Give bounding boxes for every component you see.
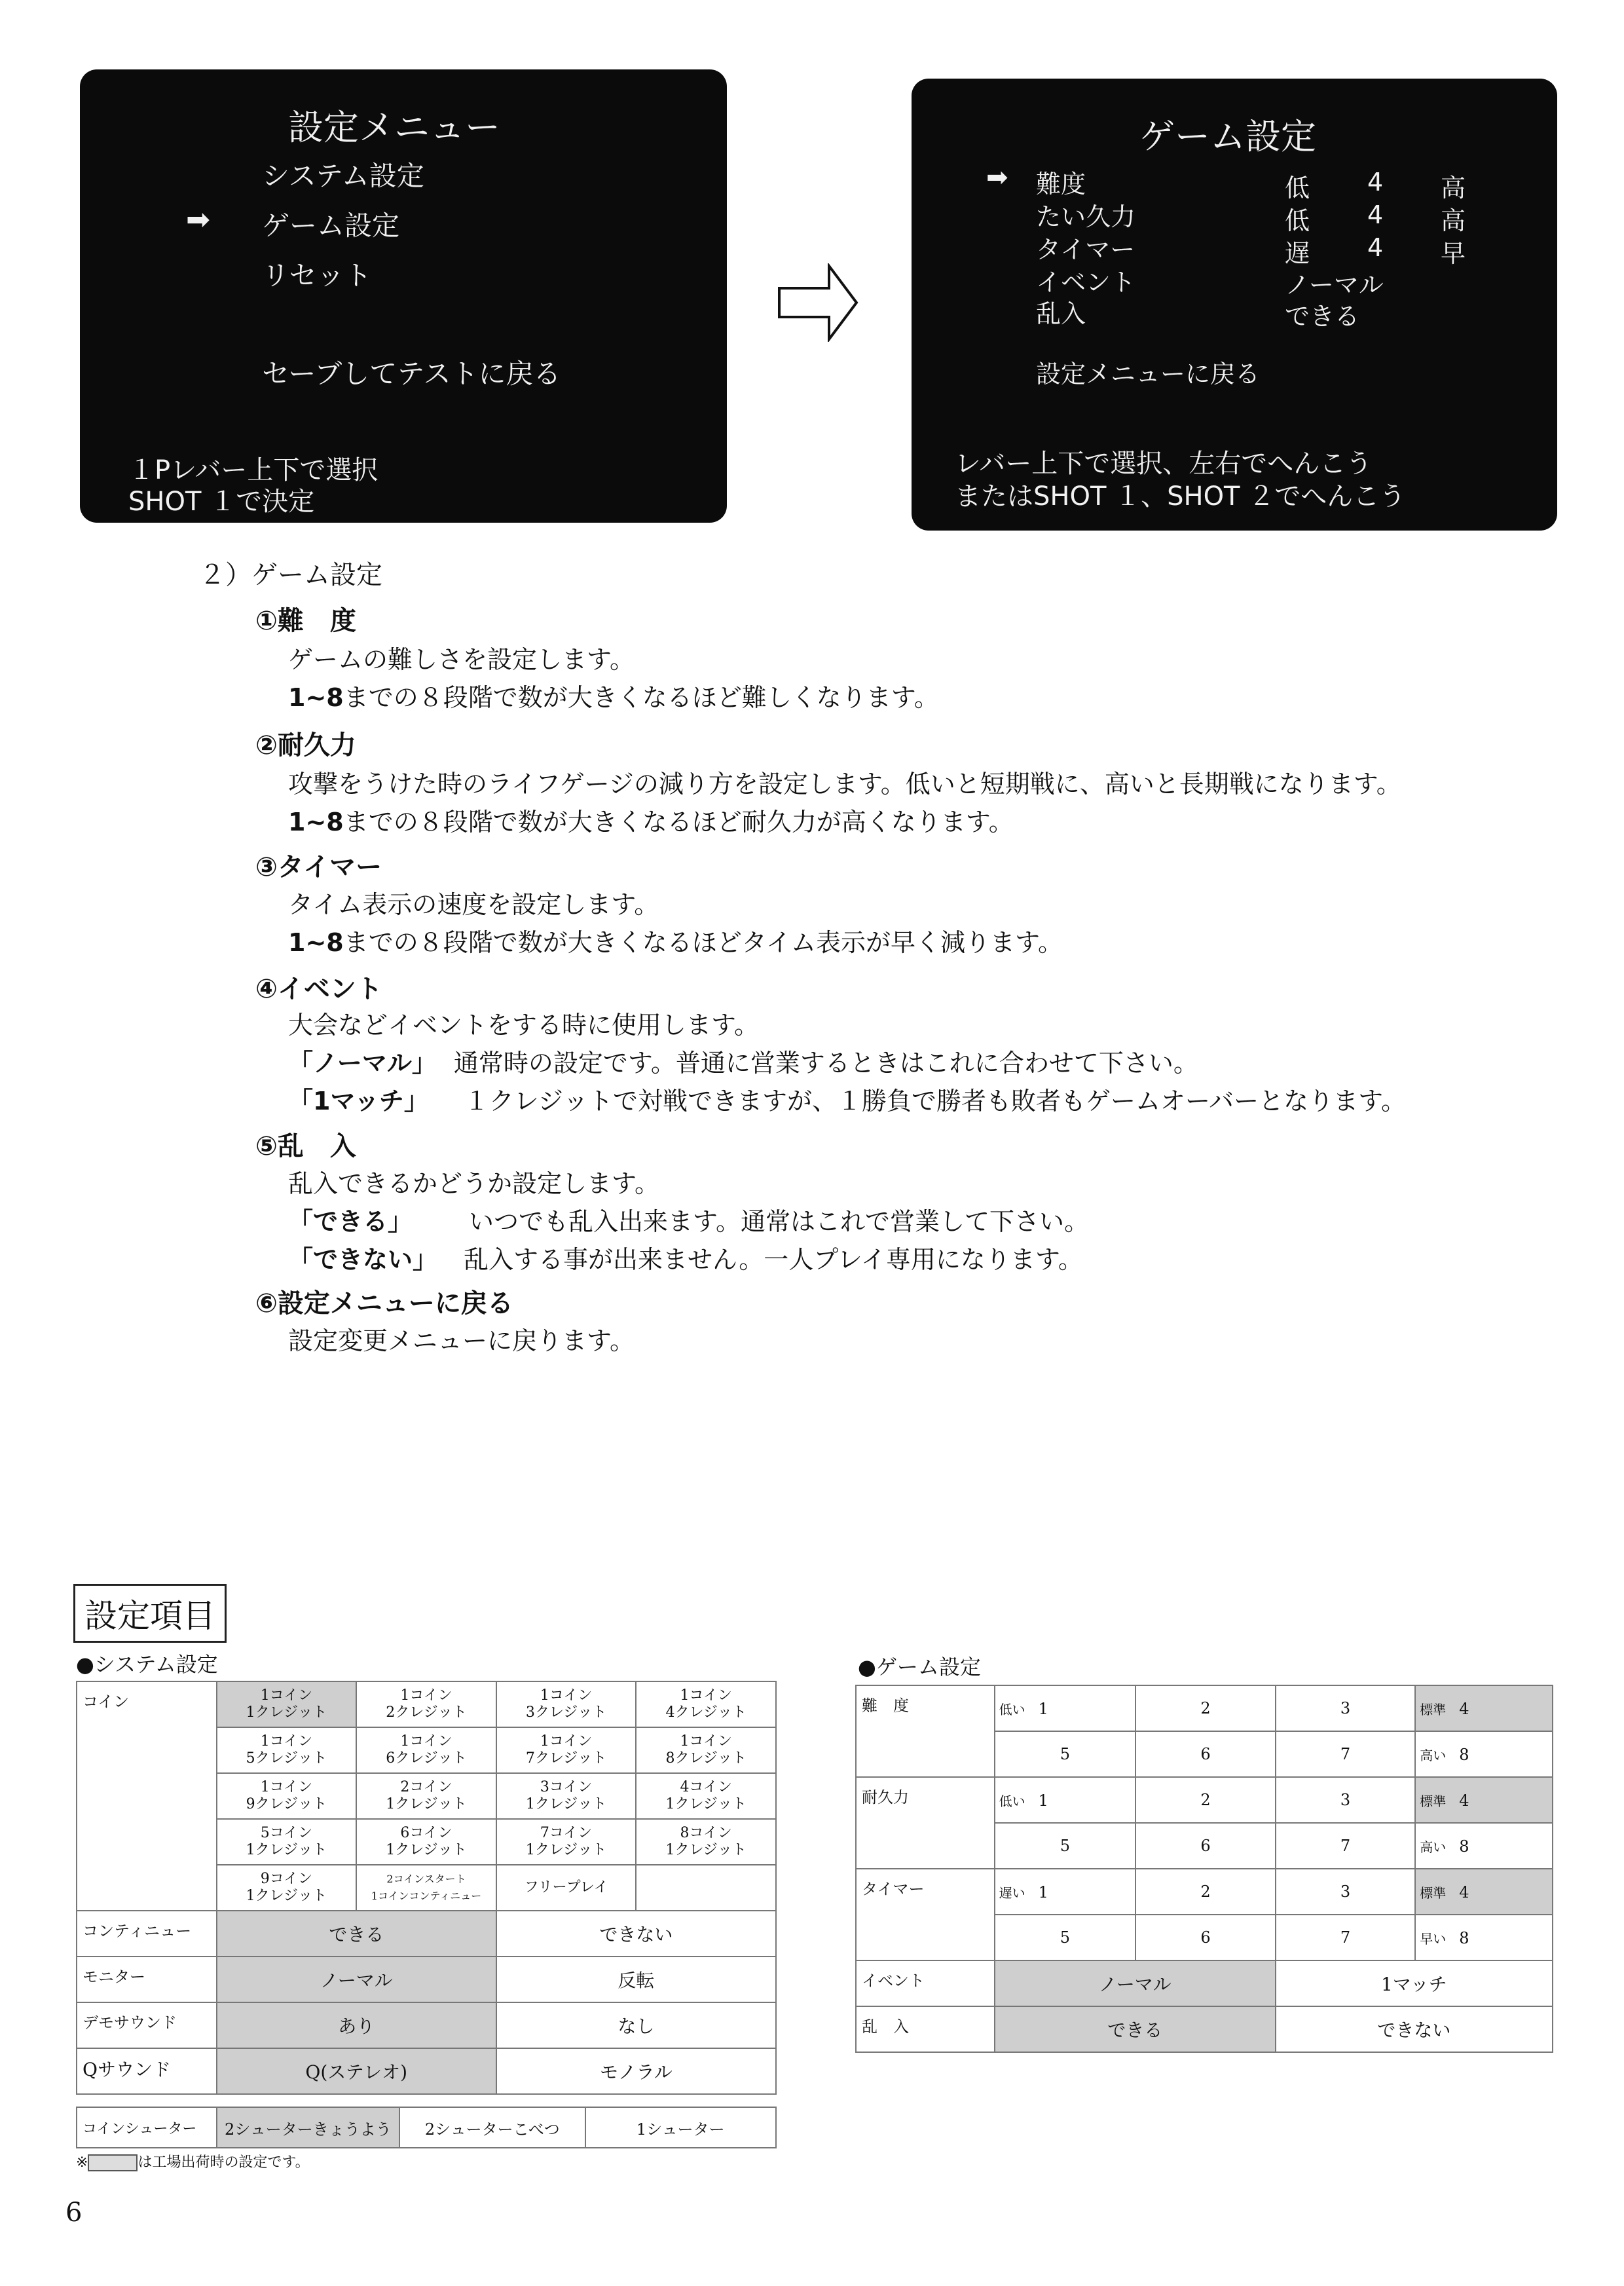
- level-number: 3: [1276, 1869, 1416, 1915]
- setting-endurance-label[interactable]: たい久力: [1036, 202, 1136, 231]
- coin-option: 1コイン 6クレジット: [356, 1727, 496, 1773]
- coin-option: 5コイン 1クレジット: [217, 1819, 357, 1865]
- settings-items-label: 設定項目: [73, 1584, 227, 1643]
- game-settings-screen: [912, 79, 1557, 531]
- rannyu-option-no: [288, 1239, 1083, 1275]
- rannyu-label: 乱 入: [856, 2006, 995, 2052]
- option-desc: １クレジットで対戦できますが、１勝負で勝者も敗者もゲームオーバーとなります。: [464, 1087, 1407, 1115]
- coin-option: 1コイン 9クレジット: [217, 1773, 357, 1819]
- level-number: 3: [1276, 1685, 1416, 1731]
- level-number: 7: [1276, 1915, 1416, 1960]
- endurance-high: 高: [1441, 206, 1466, 235]
- level-number: 8: [1459, 1928, 1469, 1947]
- level-number: 8: [1459, 1745, 1469, 1764]
- note-text: は工場出荷時の設定です。: [138, 2154, 310, 2171]
- page-number: 6: [65, 2198, 83, 2228]
- menu-item-reset[interactable]: リセット: [262, 259, 372, 291]
- event-value: ノーマル: [1285, 271, 1384, 299]
- item-endurance-range: [288, 802, 1014, 838]
- coin-option: 1コイン 3クレジット: [496, 1681, 637, 1727]
- coin-option: 9コイン 1クレジット: [217, 1865, 357, 1911]
- demo-sound-label: デモサウンド: [77, 2002, 217, 2048]
- note-swatch: [88, 2154, 138, 2171]
- item-back-heading: ⑥設定メニューに戻る: [255, 1288, 513, 1319]
- qsound-option-mono: モノラル: [496, 2048, 776, 2094]
- item-back-desc: 設定変更メニューに戻ります。: [288, 1326, 635, 1355]
- rannyu-value: できる: [1285, 302, 1360, 331]
- difficulty-cell-1: [995, 1685, 1136, 1731]
- system-settings-table: [76, 1681, 777, 2095]
- endurance-label: 耐久力: [856, 1777, 995, 1869]
- item-event-desc: 大会などイベントをする時に使用します。: [288, 1011, 759, 1040]
- settings-menu-screen: [80, 69, 727, 523]
- coin-option: 3コイン 1クレジット: [496, 1773, 637, 1819]
- endurance-low: 低: [1285, 206, 1310, 235]
- difficulty-cell-8: [1415, 1731, 1553, 1777]
- option-key: 「ノーマル」: [288, 1049, 437, 1077]
- level-number: 4: [1459, 1699, 1469, 1718]
- range-text: までの８段階で数が大きくなるほどタイム表示が早く減ります。: [343, 928, 1063, 957]
- coin-option: 6コイン 1クレジット: [356, 1819, 496, 1865]
- timer-cell-4: [1415, 1869, 1553, 1915]
- timer-label: タイマー: [856, 1869, 995, 1960]
- range-text: までの８段階で数が大きくなるほど難しくなります。: [343, 683, 939, 712]
- option-desc: 乱入する事が出来ません。一人プレイ専用になります。: [464, 1245, 1083, 1274]
- option-desc: 通常時の設定です。普通に営業するときはこれに合わせて下さい。: [453, 1049, 1198, 1077]
- section-title: ２）ゲーム設定: [199, 560, 382, 590]
- standard-tag: 標準: [1420, 1793, 1447, 1809]
- coin-option: 2コインスタート 1コインコンティニュー: [356, 1865, 496, 1911]
- help-line-1: １Pレバー上下で選択: [128, 455, 378, 485]
- menu-item-system[interactable]: システム設定: [262, 160, 424, 192]
- level-number: 2: [1135, 1777, 1276, 1823]
- coin-option: 1コイン 1クレジット: [217, 1681, 357, 1727]
- factory-default-note: [76, 2151, 310, 2171]
- timer-cell-8: [1415, 1915, 1553, 1960]
- help-line-2: SHOT １で決定: [128, 487, 315, 517]
- standard-tag: 標準: [1420, 1884, 1447, 1901]
- level-number: 5: [995, 1915, 1136, 1960]
- level-number: 8: [1459, 1837, 1469, 1856]
- selection-arrow-icon: ➡: [186, 203, 210, 236]
- range-bold: 1~8: [288, 683, 344, 712]
- setting-rannyu-label[interactable]: 乱入: [1036, 299, 1086, 328]
- level-number: 1: [1038, 1883, 1048, 1902]
- endurance-cell-1: [995, 1777, 1136, 1823]
- setting-event-label[interactable]: イベント: [1036, 268, 1136, 297]
- back-to-settings-menu[interactable]: 設定メニューに戻る: [1036, 360, 1261, 388]
- event-option-normal: ノーマル: [995, 1960, 1276, 2006]
- coin-option: 1コイン 5クレジット: [217, 1727, 357, 1773]
- level-number: 1: [1038, 1699, 1048, 1718]
- range-text: までの８段階で数が大きくなるほど耐久力が高くなります。: [343, 808, 1014, 836]
- high-tag: 高い: [1420, 1747, 1447, 1763]
- level-number: 4: [1459, 1883, 1469, 1902]
- option-key: 「1マッチ」: [288, 1087, 429, 1115]
- difficulty-value: 4: [1367, 168, 1384, 197]
- coin-shooter-label: コインシューター: [77, 2107, 217, 2148]
- low-tag: 遅い: [999, 1884, 1025, 1901]
- event-label: イベント: [856, 1960, 995, 2006]
- help-line-2: またはSHOT １、SHOT ２でへんこう: [955, 481, 1406, 512]
- level-number: 3: [1276, 1777, 1416, 1823]
- item-endurance-heading: ②耐久力: [255, 730, 356, 760]
- item-rannyu-heading: ⑤乱 入: [255, 1131, 356, 1161]
- note-mark: ※: [76, 2154, 88, 2171]
- timer-high: 早: [1441, 239, 1466, 268]
- selection-arrow-icon: ➡: [986, 162, 1008, 193]
- difficulty-label: 難 度: [856, 1685, 995, 1777]
- coin-option: 1コイン 7クレジット: [496, 1727, 637, 1773]
- timer-value: 4: [1367, 233, 1384, 262]
- rannyu-option-no: できない: [1276, 2006, 1553, 2052]
- shooter-option-single: 1シューター: [585, 2107, 776, 2148]
- screen1-title: 設定メニュー: [288, 107, 500, 148]
- shooter-option-shared: 2シューターきょうよう: [217, 2107, 399, 2148]
- timer-cell-1: [995, 1869, 1136, 1915]
- qsound-option-stereo: Q(ステレオ): [217, 2048, 496, 2094]
- screen2-title: ゲーム設定: [1139, 116, 1316, 157]
- endurance-cell-8: [1415, 1823, 1553, 1869]
- difficulty-high: 高: [1441, 174, 1466, 202]
- low-tag: 低い: [999, 1701, 1025, 1717]
- level-number: 2: [1135, 1685, 1276, 1731]
- item-difficulty-desc: ゲームの難しさを設定します。: [288, 645, 635, 674]
- coin-label: コイン: [77, 1681, 217, 1911]
- range-bold: 1~8: [288, 808, 344, 836]
- level-number: 5: [995, 1823, 1136, 1869]
- option-desc: いつでも乱入出来ます。通常はこれで営業して下さい。: [469, 1207, 1089, 1236]
- option-key: 「できない」: [288, 1245, 438, 1274]
- high-tag: 高い: [1420, 1839, 1447, 1855]
- setting-difficulty-label[interactable]: 難度: [1036, 170, 1086, 198]
- coin-option: フリープレイ: [496, 1865, 637, 1911]
- level-number: 6: [1135, 1731, 1276, 1777]
- level-number: 1: [1038, 1791, 1048, 1810]
- coin-option: 4コイン 1クレジット: [636, 1773, 776, 1819]
- endurance-cell-4: [1415, 1777, 1553, 1823]
- item-endurance-desc: 攻撃をうけた時のライフゲージの減り方を設定します。低いと短期戦に、高いと長期戦になります。: [288, 770, 1401, 798]
- shooter-option-separate: 2シューターこべつ: [399, 2107, 585, 2148]
- range-bold: 1~8: [288, 928, 344, 957]
- option-key: 「できる」: [288, 1207, 413, 1236]
- game-settings-table: [855, 1685, 1553, 2053]
- coin-shooter-table: [76, 2107, 777, 2148]
- next-arrow-icon: [778, 263, 859, 342]
- continue-option-yes: できる: [217, 1911, 496, 1957]
- rannyu-option-yes: できる: [995, 2006, 1276, 2052]
- game-settings-title: ●ゲーム設定: [858, 1655, 981, 1679]
- item-timer-heading: ③タイマー: [255, 852, 382, 882]
- level-number: 2: [1135, 1869, 1276, 1915]
- event-option-1match: 1マッチ: [1276, 1960, 1553, 2006]
- endurance-value: 4: [1367, 200, 1384, 229]
- standard-tag: 標準: [1420, 1701, 1447, 1717]
- level-number: 7: [1276, 1823, 1416, 1869]
- event-option-normal: [288, 1043, 1198, 1079]
- demo-sound-option-off: なし: [496, 2002, 776, 2048]
- rannyu-option-yes: [288, 1201, 1089, 1237]
- item-event-heading: ④イベント: [255, 974, 382, 1004]
- help-line-1: レバー上下で選択、左右でへんこう: [955, 449, 1373, 479]
- monitor-option-normal: ノーマル: [217, 1957, 496, 2002]
- item-timer-desc: タイム表示の速度を設定します。: [288, 890, 659, 919]
- low-tag: 低い: [999, 1793, 1025, 1809]
- coin-option-empty: [636, 1865, 776, 1911]
- level-number: 7: [1276, 1731, 1416, 1777]
- item-timer-range: [288, 922, 1063, 958]
- high-tag: 早い: [1420, 1930, 1447, 1947]
- item-difficulty-heading: ①難 度: [255, 606, 356, 636]
- coin-option: 8コイン 1クレジット: [636, 1819, 776, 1865]
- coin-option: 2コイン 1クレジット: [356, 1773, 496, 1819]
- demo-sound-option-on: あり: [217, 2002, 496, 2048]
- continue-option-no: できない: [496, 1911, 776, 1957]
- menu-item-game[interactable]: ゲーム設定: [262, 210, 400, 242]
- system-settings-title: ●システム設定: [76, 1652, 218, 1677]
- level-number: 6: [1135, 1915, 1276, 1960]
- continue-label: コンティニュー: [77, 1911, 217, 1957]
- qsound-label: Qサウンド: [77, 2048, 217, 2094]
- setting-timer-label[interactable]: タイマー: [1036, 235, 1135, 264]
- coin-option: 1コイン 8クレジット: [636, 1727, 776, 1773]
- timer-low: 遅: [1285, 239, 1310, 268]
- coin-option: 1コイン 4クレジット: [636, 1681, 776, 1727]
- menu-item-save[interactable]: セーブしてテストに戻る: [262, 358, 561, 390]
- level-number: 4: [1459, 1791, 1469, 1810]
- difficulty-low: 低: [1285, 174, 1310, 202]
- coin-option: 1コイン 2クレジット: [356, 1681, 496, 1727]
- item-rannyu-desc: 乱入できるかどうか設定します。: [288, 1169, 659, 1198]
- coin-option: 7コイン 1クレジット: [496, 1819, 637, 1865]
- event-option-1match: [288, 1081, 1406, 1117]
- level-number: 6: [1135, 1823, 1276, 1869]
- item-difficulty-range: [288, 677, 939, 713]
- monitor-option-flip: 反転: [496, 1957, 776, 2002]
- difficulty-cell-4: [1415, 1685, 1553, 1731]
- monitor-label: モニター: [77, 1957, 217, 2002]
- level-number: 5: [995, 1731, 1136, 1777]
